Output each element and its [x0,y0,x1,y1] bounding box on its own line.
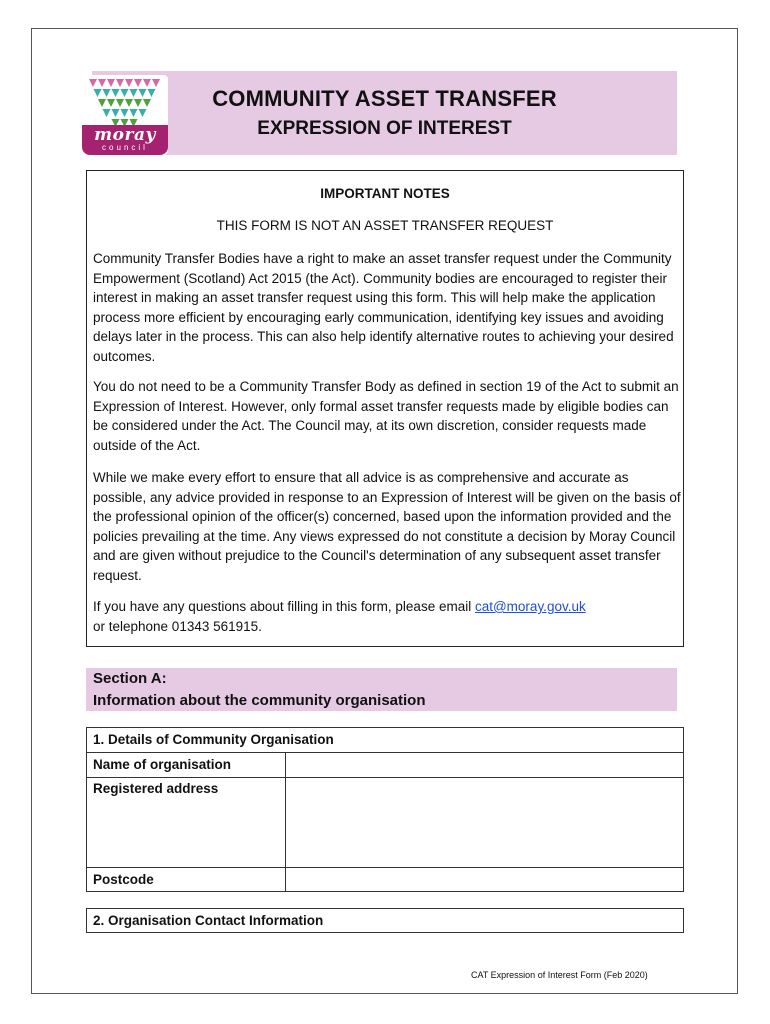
organisation-details-table [86,727,684,892]
section-a-description: Information about the community organisation [93,692,426,709]
table-heading: 2. Organisation Contact Information [93,913,324,928]
notes-subheading: THIS FORM IS NOT AN ASSET TRANSFER REQUEST [216,218,554,233]
logo-sub: council [102,143,148,152]
organisation-name-field[interactable] [286,753,682,777]
row-label-postcode: Postcode [93,872,154,887]
page-title: COMMUNITY ASSET TRANSFER [212,86,557,111]
contact-suffix: or telephone 01343 561915. [93,618,262,634]
logo-name: moray [94,125,156,145]
contact-prefix: If you have any questions about filling in this form, please email [93,599,475,614]
contact-information-table [86,908,684,933]
notes-contact-paragraph [93,597,681,636]
page-subtitle: EXPRESSION OF INTEREST [257,118,512,139]
postcode-field[interactable] [286,868,682,891]
registered-address-field[interactable] [286,778,682,867]
email-link[interactable]: cat@moray.gov.uk [474,599,586,614]
notes-paragraph-2: You do not need to be a Community Transfer Body as defined in section 19 of the Act to submit an Expression of Interest. However, only formal asset transfer requests made by eligible bodies can be considered under the Act. The Council may, at its own discretion, consider requests made outside of the Act. [93,379,679,453]
notes-paragraph-3: While we make every effort to ensure that all advice is as comprehensive and accurate as possible, any advice provided in response to an Expression of Interest will be given on the basis of the professional opinion of the officer(s) concerned, based upon the information provided and the policies prevailing at the time. Any views expressed do not constitute a decision by Moray Council and are given without prejudice to the Council's determination of any subsequent asset transfer request. [93,470,681,583]
section-a-label: Section A: [93,670,167,687]
row-label-address: Registered address [93,781,219,796]
header-band [92,71,677,155]
row-label-name: Name of organisation [93,757,232,772]
notes-heading: IMPORTANT NOTES [320,186,450,201]
table-heading: 1. Details of Community Organisation [93,732,334,747]
footer-text: CAT Expression of Interest Form (Feb 2020) [471,970,648,980]
notes-paragraph-1: Community Transfer Bodies have a right to make an asset transfer request under the Community Empowerment (Scotland) Act 2015 (the Act). Community bodies are encouraged to register their interest in making an asset transfer request using this form. This will help make the application process more efficient by encouraging early communication, identifying key issues and avoiding delays later in the process. This can also help identify alternative routes to achieving your desired outcomes. [93,251,674,364]
